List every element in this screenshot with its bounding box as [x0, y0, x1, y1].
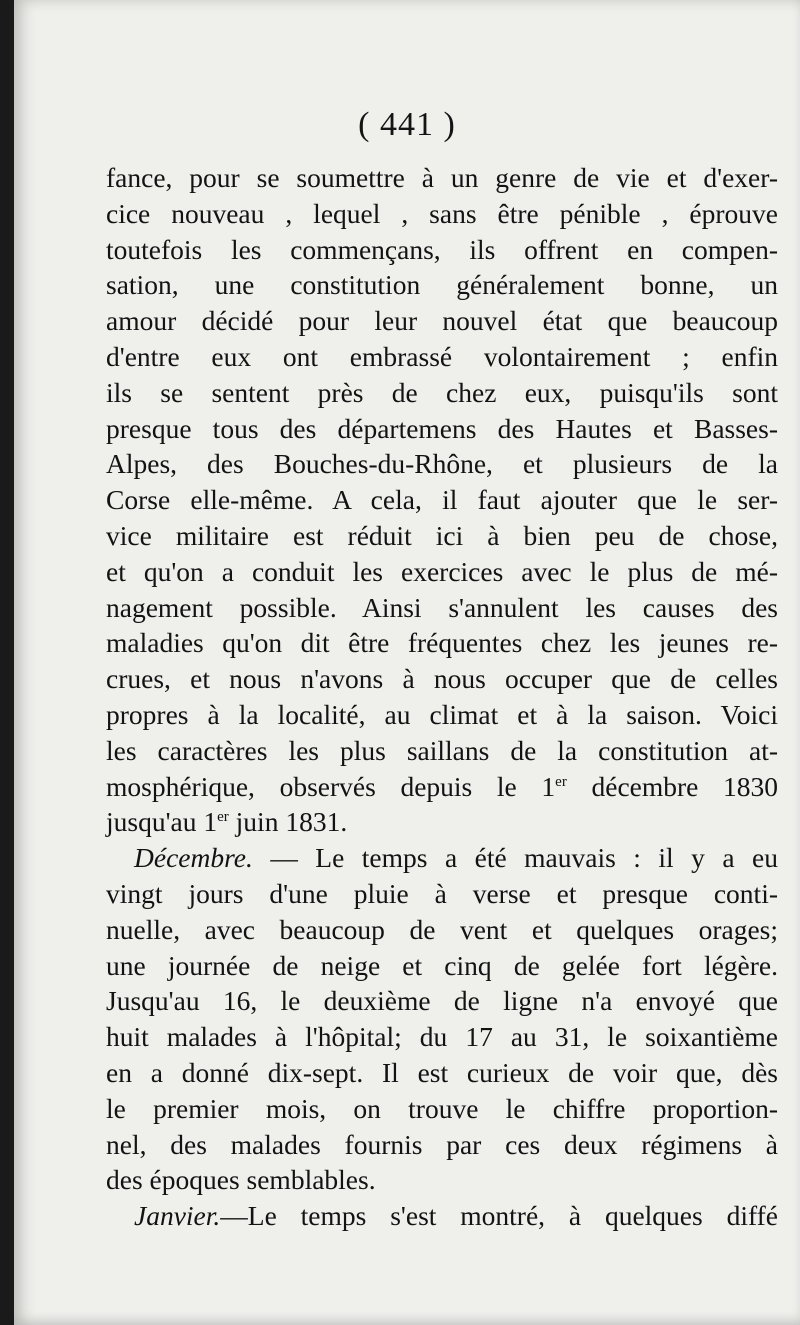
text-line-dates: [106, 804, 778, 840]
text-fragment: — Le temps a été mauvais : il y a eu: [252, 842, 778, 874]
text-line: fance, pour se soumettre à un genre de vie et d'exer-: [106, 162, 778, 193]
text-fragment: mosphérique, observés depuis le 1: [106, 770, 556, 802]
body-text: [106, 160, 778, 1234]
december-paragraph-start: [106, 840, 778, 876]
text-line: vice militaire est réduit ici à bien peu de chose,: [106, 519, 778, 551]
text-line: en a donné dix-sept. Il est curieux de voir que, dès: [106, 1056, 778, 1088]
text-fragment: décembre 1830: [566, 770, 779, 802]
text-line: Corse elle-même. A cela, il faut ajouter que le ser-: [106, 484, 778, 516]
text-fragment: juin 1831.: [228, 806, 348, 838]
text-line: ils se sentent près de chez eux, puisqu'ils sont: [106, 376, 778, 408]
text-line-dates: [106, 769, 778, 805]
month-label-january: Janvier.: [134, 1200, 221, 1232]
text-line: vingt jours d'une pluie à verse et presque conti-: [106, 877, 778, 909]
book-page: [14, 0, 800, 1325]
text-line: d'entre eux ont embrassé volontairement ; enfin: [106, 340, 778, 372]
text-line: propres à la localité, au climat et à la saison. Voici: [106, 698, 778, 730]
text-line: toutefois les commençans, ils offrent en compen-: [106, 233, 778, 265]
superscript-er: er: [555, 773, 567, 790]
text-line: nuelle, avec beaucoup de vent et quelques orages;: [106, 913, 778, 945]
text-line: Jusqu'au 16, le deuxième de ligne n'a envoyé que: [106, 985, 778, 1017]
text-fragment: —Le temps s'est montré, à quelques diffé: [220, 1200, 778, 1232]
text-line: maladies qu'on dit être fréquentes chez les jeunes re-: [106, 627, 778, 659]
month-label-december: Décembre.: [134, 842, 253, 874]
january-paragraph-start: [106, 1198, 778, 1234]
text-line: crues, et nous n'avons à nous occuper que de celles: [106, 663, 778, 695]
text-line: les caractères les plus saillans de la constitution at-: [106, 734, 778, 766]
text-line: presque tous des départemens des Hautes et Basses-: [106, 412, 778, 444]
text-line: des époques semblables.: [106, 1164, 376, 1196]
text-line: une journée de neige et cinq de gelée fort légère.: [106, 949, 778, 981]
text-fragment: jusqu'au 1: [106, 806, 218, 838]
page-number: ( 441 ): [358, 106, 456, 143]
text-line: sation, une constitution généralement bonne, un: [106, 269, 778, 301]
text-line: nagement possible. Ainsi s'annulent les causes des: [106, 591, 778, 623]
text-line: nel, des malades fournis par ces deux régimens à: [106, 1128, 778, 1160]
text-line: amour décidé pour leur nouvel état que beaucoup: [106, 305, 778, 337]
text-line: le premier mois, on trouve le chiffre proportion-: [106, 1092, 778, 1124]
text-line: et qu'on a conduit les exercices avec le plus de mé-: [106, 555, 778, 587]
superscript-er: er: [217, 809, 229, 826]
text-line: huit malades à l'hôpital; du 17 au 31, le soixantième: [106, 1021, 778, 1053]
text-line: Alpes, des Bouches-du-Rhône, et plusieurs de la: [106, 448, 778, 480]
text-line: cice nouveau , lequel , sans être pénible , éprouve: [106, 197, 778, 229]
